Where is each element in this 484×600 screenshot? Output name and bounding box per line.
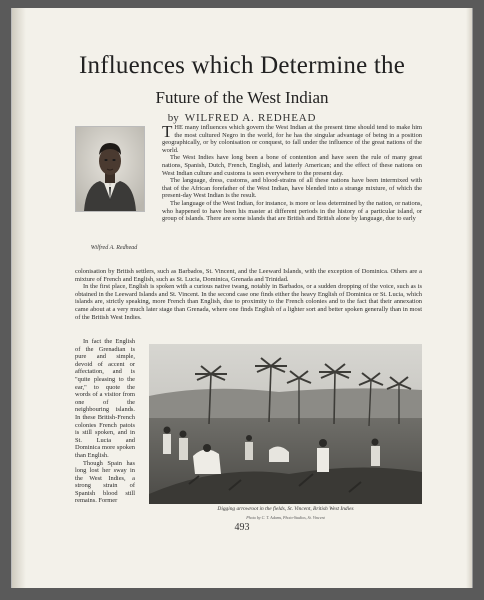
paragraph: The language, dress, customs, and blood-strains of all these nations have been intermixed with that of the African forefather of the West Indian, have blended into a strange mixture, of which the present-day West Indian is the result. [162, 177, 422, 200]
article-title-line-2: Future of the West Indian [155, 88, 329, 107]
paragraph: The language of the West Indian, for instance, is more or less determined by the nation, or nations, who happened to have been his master at different periods in the history of a particular island, or group of islands. There are some islands that are British and British alone by language, due to early [162, 199, 422, 223]
byline-prefix: by [167, 112, 179, 124]
paragraph: The West Indies have long been a bone of contention and have seen the rule of many great nations, Spanish, Dutch, French, English, and latterly American; and the effect of these nations on West Indian culture and customs is seen everywhere to the present day. [162, 154, 422, 177]
full-width-text [75, 268, 422, 321]
author-portrait [75, 126, 145, 212]
byline [12, 112, 472, 124]
narrow-column [75, 338, 135, 505]
portrait-caption: Wilfred A. Redhead [90, 245, 138, 251]
paragraph: In the first place, English is spoken with a curious native twang, notably in Barbados, or a sudden dropping of the voice, such as is obtained in the Leeward Islands and St. Vincent. In the second case one finds either the heavy English of Dominica or St. Lucia, which islands are, strictly speaking, more French than English, due to proximity to the French colonies and to the fact that their annexation came about at a very much later stage than Grenada, where one finds English of a lighter sort and better spoken generally than in most of the British West Indies. [75, 283, 422, 321]
paragraph: colonisation by British settlers, such as Barbados, St. Vincent, and the Leeward Islands, with the exception of Dominica. Others are a mixture of French and English, such as St. Lucia, Dominica, Grenada and Trinidad. [75, 268, 422, 283]
photo-caption: Digging arrowroot in the fields, St. Vincent, British West Indies [217, 506, 354, 512]
journal-page [12, 8, 472, 588]
intro-column [162, 124, 422, 223]
arrowroot-field-photo [149, 344, 422, 504]
article-title-line-1: Influences which Determine the [78, 52, 405, 79]
photo-credit: Photo by C. T. Adams, Photo-Studios, St. Vincent [246, 515, 325, 520]
drop-cap: T [162, 122, 173, 141]
paragraph: In fact the English of the Grenadian is pure and simple, devoid of accent or affectation, and is "quite pleasing to the ear," to quote the words of a visitor from one of the neighbouring islands. In these British-French colonies French patois is still spoken, and in St. Lucia and Dominica more spoken than English. [75, 338, 135, 459]
paragraph: HE many influences which govern the West Indian at the present time should tend to make him the most cultured Negro in the world, for he has the singular advantage of being in a position geographically, or by colonisation or conquest, to fall under the influence of the great nations of the world. [162, 124, 422, 154]
page-number: 493 [234, 522, 250, 533]
author-name: WILFRED A. REDHEAD [184, 112, 317, 124]
paragraph: Though Spain has long lost her sway in the West Indies, a strong strain of Spanish blood still remains. Former [75, 459, 135, 505]
